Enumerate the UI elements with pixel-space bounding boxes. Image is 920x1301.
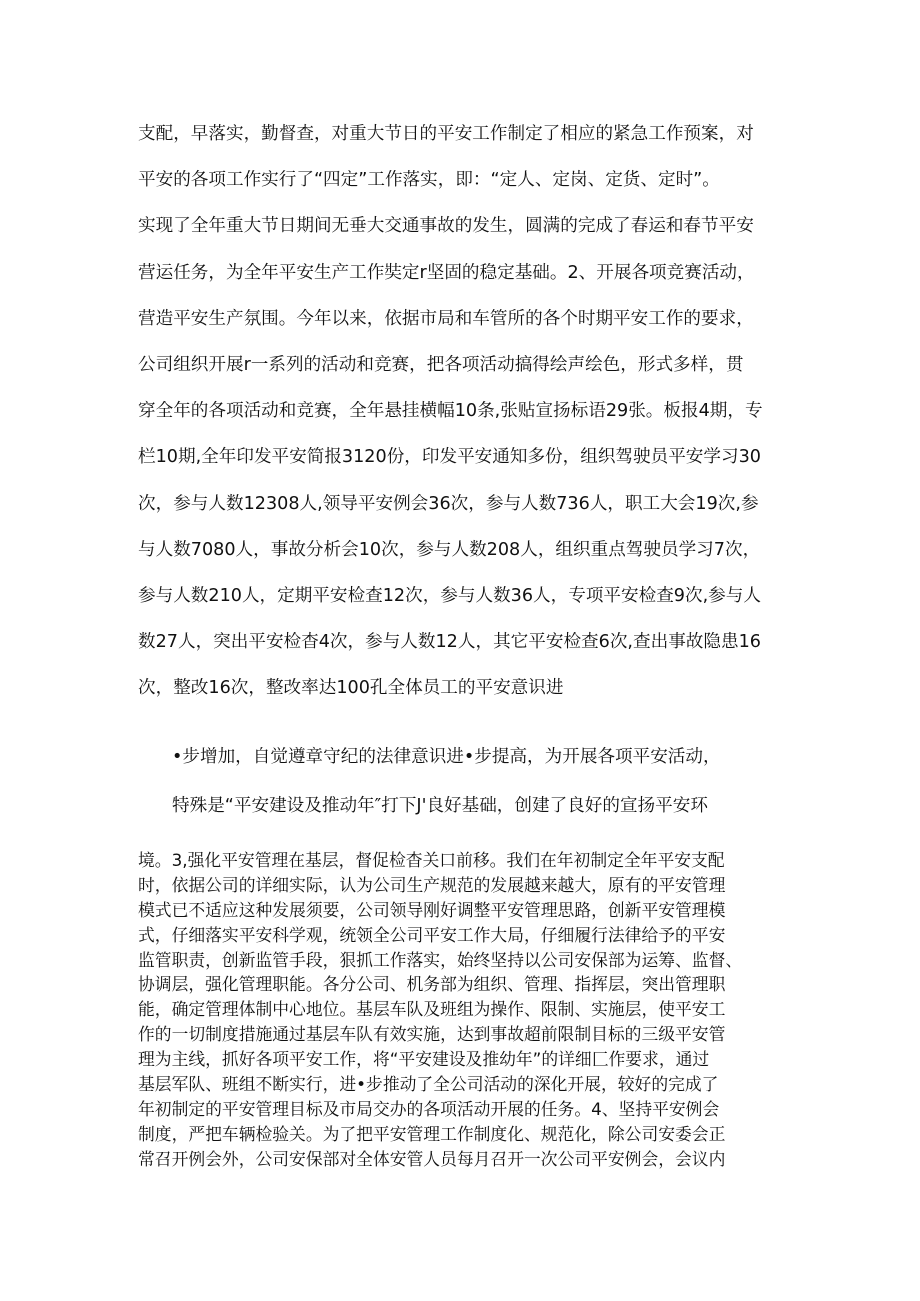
text-line: 理为主线，抓好各项平安工作，将“平安建设及推幼年”的详细匚作要求，通过 [138,1049,710,1070]
text-line: 栏10期,全年印发平安简报3120份，印发平安通知多份，组织驾驶员平安学习30 [138,447,761,468]
text-line: 支配，早落实，勤督查，对重大节日的平安工作制定了相应的紧急工作预案，对 [138,124,754,144]
text-line: 作的一切制度措施通过基层车队有效实施，达到事故超前限制目标的三级平安管 [138,1024,726,1045]
text-line: 平安的各项工作实行了“四定”工作落实，即：“定人、定岗、定货、定时”。 [138,170,720,191]
text-line: 能，确定管理体制中心地位。基层车队及班组为操作、限制、实施层，使平安工 [138,999,726,1020]
text-line: 参与人数210人，定期平安检查12次，参与人数36人，专项平安检查9次,参与人 [138,585,761,606]
text-line: •步增加，自觉遵章守纪的法律意识进•步提高，为开展各项平安活动， [172,747,721,767]
text-line: 次，参与人数12308人,领导平安例会36次，参与人数736人，职工大会19次,参 [138,493,759,514]
text-line: 常召开例会外，公司安保部对全体安管人员每月召开一次公司平安例会，会议内 [138,1148,726,1169]
text-line: 时，依据公司的详细实际，认为公司生产规范的发展越来越大，原有的平安管理 [138,874,726,895]
text-line: 次，整改16次，整改率达100孔全体员工的平安意识进 [138,678,564,699]
text-line: 式，仔细落实平安科学观，统领全公司平安工作大局，仔细履行法律给予的平安 [138,924,726,945]
text-line: 实现了全年重大节日期间无垂大交通事故的发生，圆满的完成了春运和春节平安 [138,216,754,237]
paragraph-middle-2 [138,792,788,817]
paragraph-loose [138,111,788,711]
text-line: 与人数7080人，事故分析会10次，参与人数208人，组织重点驾驶员学习7次， [138,539,761,560]
text-line: 境。3,强化平安管理在基层，督促检杳关口前移。我们在年初制定全年平安支配 [138,850,725,870]
text-line: 基层军队、班组不断实行，进•步推动了全公司活动的深化开展，较好的完成了 [138,1074,719,1095]
text-line: 数27人，突出平安检杳4次，参与人数12人，其它平安检查6次,查出事故隐患16 [138,632,761,653]
paragraph-middle-1 [138,743,788,768]
text-line: 穿全年的各项活动和竞赛，全年悬挂横幅10条,张贴宣扬标语29张。板报4期，专 [138,401,763,422]
text-line: 营运任务，为全年平安生产工作奘定r坚固的稳定基础。2、开展各项竞赛活动， [138,262,755,283]
text-line: 监管职责，创新监管手段，狠抓工作落实，始终坚持以公司安保部为运筹、监督、 [138,949,743,970]
text-line: 制度，严把车辆检验关。为了把平安管理工作制度化、规范化，除公司安委会正 [138,1123,726,1144]
text-line: 年初制定的平安管理目标及市局交办的各项活动开展的任务。4、坚持平安例会 [138,1098,720,1119]
text-line: 模式已不适应这种发展须要，公司领导刚好调整平安管理思路，创新平安管理模 [138,899,726,920]
text-line: 协调层，强化管理职能。各分公司、机务部为组织、管理、指挥层，突出管理职 [138,974,726,995]
paragraph-tight [138,848,788,1172]
text-line: 特殊是“平安建设及推动年″打下J'良好基础，创建了良好的宣扬平安环 [172,796,708,816]
text-line: 公司组织开展r一系列的活动和竞赛，把各项活动搞得绘声绘色，形式多样，贯 [138,354,744,375]
text-line: 营造平安生产氛围。今年以来，依据市局和车管所的各个时期平安工作的要求， [138,308,754,329]
